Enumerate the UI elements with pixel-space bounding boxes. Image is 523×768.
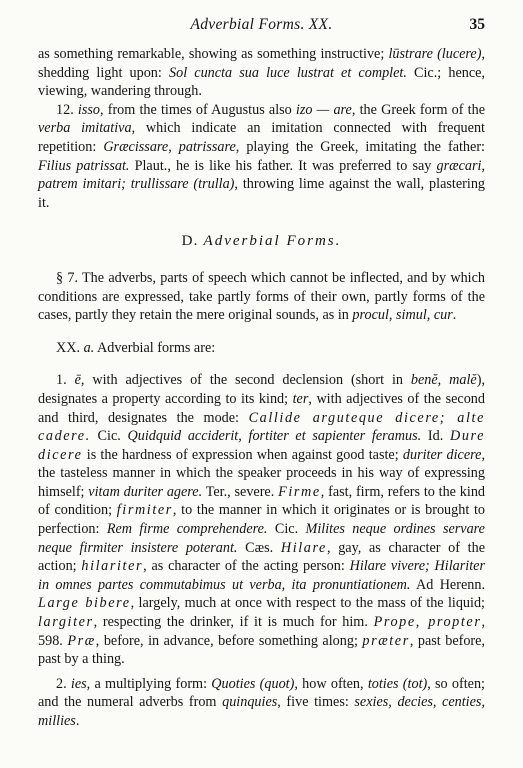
latin-term: Præ bbox=[67, 632, 96, 649]
text-run: Id. bbox=[421, 428, 450, 445]
subsection-letter: a. bbox=[83, 339, 95, 356]
page-number: 35 bbox=[469, 16, 485, 33]
text-run: Cic. bbox=[267, 521, 306, 538]
latin-term: hilariter bbox=[81, 558, 144, 575]
section-number: 12. bbox=[56, 101, 78, 118]
text-run: Ter., severe. bbox=[202, 483, 279, 500]
page-body bbox=[38, 45, 485, 731]
latin-example: vitam duriter agere. bbox=[88, 483, 203, 500]
latin-example: procul, simul, cur bbox=[352, 307, 453, 324]
text-run: , from the times of Augustus also bbox=[100, 101, 296, 118]
running-title: Adverbial Forms. XX. bbox=[190, 16, 333, 33]
item-number: 1. bbox=[56, 372, 75, 389]
text-run: Ad Herenn. bbox=[410, 576, 485, 593]
text-run: § 7. The adverbs, parts of speech which cannot be inflected, and by which conditions are expressed, take partly forms of their own, partly forms of the cases, partly they retain the mere original sounds, as in bbox=[38, 269, 485, 324]
latin-example: Quoties (quot) bbox=[211, 675, 295, 692]
text-run: , as character of the acting person: bbox=[143, 558, 350, 575]
latin-term: Hilare bbox=[280, 539, 327, 556]
paragraph-section-7 bbox=[38, 269, 485, 325]
text-run: , how often, bbox=[294, 675, 368, 692]
text-run: , with adjectives of the second declension (short in bbox=[80, 372, 411, 389]
latin-example: toties (tot) bbox=[367, 675, 428, 692]
text-run: , 598. bbox=[38, 614, 485, 649]
latin-example: Quidquid acciderit, fortiter et sapienter feramus. bbox=[127, 428, 422, 445]
section-title: Adverbial Forms. bbox=[203, 233, 342, 250]
text-run: , the Greek form of the bbox=[351, 101, 485, 118]
latin-term: ē bbox=[74, 372, 81, 389]
paragraph-lustrare bbox=[38, 45, 485, 101]
latin-term: firmiter bbox=[116, 502, 173, 519]
text-run: Cic. bbox=[90, 428, 128, 445]
latin-example: Filius patrissat. bbox=[38, 157, 130, 174]
latin-example: sexies, decies, centies, millies bbox=[38, 694, 485, 729]
latin-term: quinquies bbox=[222, 694, 278, 711]
text-run: , respecting the drinker, if it is much for him. bbox=[93, 614, 374, 631]
latin-example: Sol cuncta sua luce lustrat et complet. bbox=[169, 64, 407, 81]
text-run: , playing the Greek, imitating the father: bbox=[235, 138, 485, 155]
latin-example: Græcissare, patrissare bbox=[103, 138, 236, 155]
latin-term: Firme bbox=[278, 483, 321, 500]
latin-term: izo — are bbox=[295, 101, 352, 118]
text-run: , shedding light upon: bbox=[38, 46, 485, 81]
text-run: , so often; and the numeral adverbs from bbox=[38, 675, 486, 711]
paragraph-xx-a bbox=[38, 339, 485, 358]
section-heading bbox=[38, 232, 485, 251]
text-run: . bbox=[452, 307, 457, 324]
text-run: , to the manner in which it originates or is brought to perfection: bbox=[38, 502, 485, 538]
text-run: , the tasteless manner in which the speaker proceeds in his way of expressing himself; bbox=[38, 446, 485, 500]
latin-term: lūstrare (lucere) bbox=[388, 46, 482, 62]
latin-example: græcari, patrem imitari; trullissare (trulla) bbox=[38, 157, 485, 193]
latin-example: duriter dicere bbox=[402, 446, 482, 463]
latin-example: Rem firme comprehendere. bbox=[106, 521, 268, 538]
text-run: as something remarkable, showing as something instructive; bbox=[38, 46, 389, 62]
latin-term: benĕ, malĕ bbox=[410, 372, 477, 389]
text-run: . bbox=[75, 713, 80, 729]
text-run: , five times: bbox=[277, 694, 355, 711]
text-run: ), designates a property according to its kind; bbox=[38, 372, 485, 407]
text-run: , fast, firm, refers to the kind of condition; bbox=[38, 483, 486, 519]
text-run: , which indicate an imitation connected with frequent repetition: bbox=[38, 120, 485, 155]
text-run: , gay, as character of the action; bbox=[38, 539, 485, 575]
text-run: Plaut., he is like his father. It was preferred to say bbox=[129, 157, 437, 174]
text-run: Cæs. bbox=[237, 539, 281, 556]
latin-example: Callide arguteque dicere; alte cadere. bbox=[38, 409, 485, 445]
latin-term: verba imitativa bbox=[38, 120, 132, 137]
latin-term: isso bbox=[77, 101, 100, 118]
latin-example: Hilare vivere; Hilariter in omnes partes commutabimus ut verba, ita pronuntiationem. bbox=[38, 558, 485, 593]
text-run: , a multiplying form: bbox=[86, 675, 212, 692]
text-run: , before, in advance, before something along; bbox=[95, 632, 363, 649]
text-run: , throwing lime against the wall, plastering it. bbox=[38, 176, 486, 211]
latin-example: Milites neque ordines servare neque firmiter insistere poterant. bbox=[38, 521, 485, 556]
latin-term: largiter bbox=[38, 614, 94, 631]
text-run: Adverbial forms are: bbox=[94, 339, 216, 356]
text-run: , past before, past by a thing. bbox=[38, 632, 486, 668]
text-run: , largely, much at once with respect to the mass of the liquid; bbox=[130, 595, 485, 612]
section-letter: D. bbox=[181, 233, 204, 250]
text-run: , with adjectives of the second and third, designates the mode: bbox=[38, 390, 485, 426]
latin-term: præter bbox=[362, 632, 410, 649]
text-run: is the hardness of expression when against good taste; bbox=[82, 446, 403, 463]
item-number: 2. bbox=[56, 675, 71, 692]
section-number: XX. bbox=[56, 339, 84, 356]
paragraph-2-ies bbox=[38, 675, 485, 731]
text-run: Cic.; hence, viewing, wandering through. bbox=[38, 64, 485, 100]
latin-example: Dure dicere bbox=[38, 428, 485, 463]
page-header bbox=[38, 16, 485, 36]
latin-term: Large bibere bbox=[38, 595, 131, 612]
latin-term: ies bbox=[70, 675, 87, 692]
latin-term: Prope, propter bbox=[373, 614, 482, 631]
paragraph-1-e bbox=[38, 371, 485, 669]
paragraph-12-isso bbox=[38, 101, 485, 213]
latin-term: ter bbox=[292, 390, 309, 407]
